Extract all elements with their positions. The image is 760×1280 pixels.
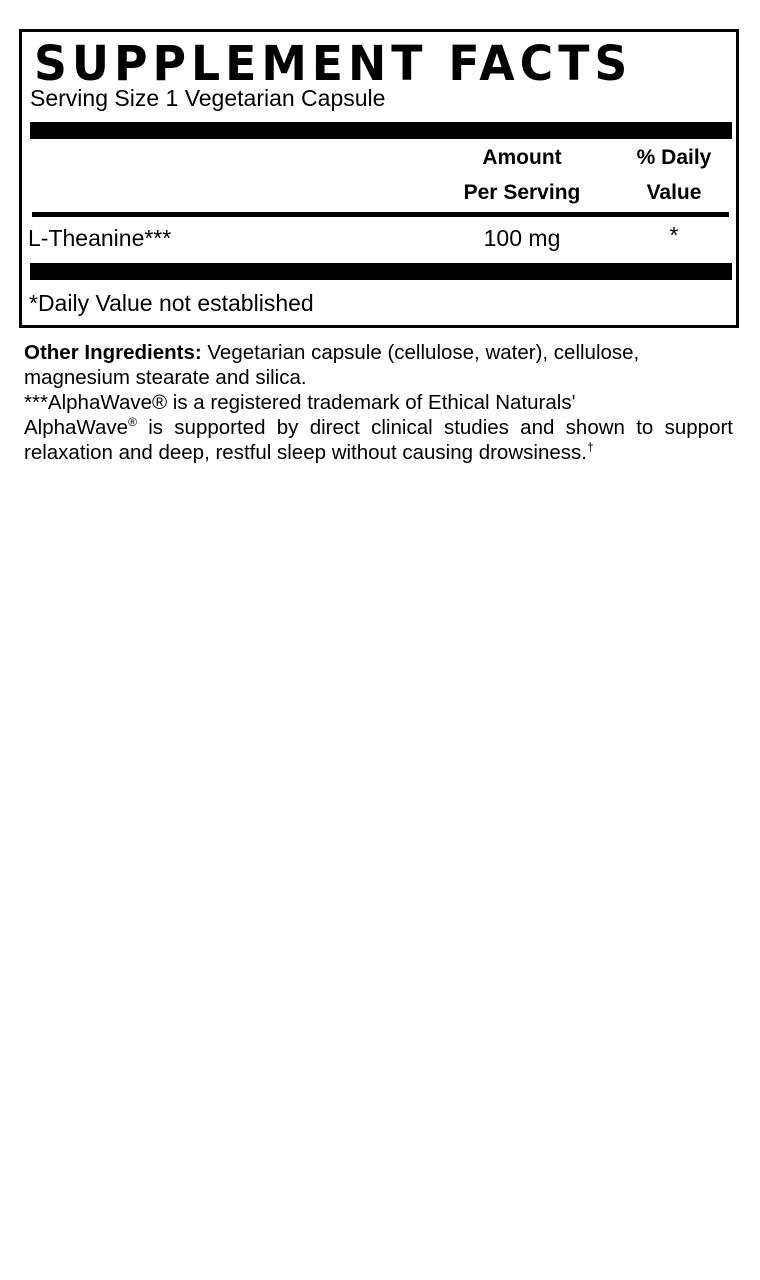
supplement-facts-panel [19,29,739,328]
label-text-block [24,340,733,465]
serving-size: Serving Size 1 Vegetarian Capsule [30,85,386,111]
claim-dagger: † [586,440,594,454]
claim-brand: AlphaWave [24,416,129,439]
amount-per-serving-header [442,140,602,210]
amount-header-line1: Amount [482,146,562,169]
trademark-notice: ***AlphaWave® is a registered trademark of Ethical Naturals' [24,391,576,414]
other-ingredients-list: Vegetarian capsule (cellulose, water), cellulose, magnesium stearate and silica. [24,341,640,389]
dv-header-line2: Value [646,181,702,204]
alphawave-claim [24,415,733,465]
other-ingredients [24,340,733,390]
thick-divider-bottom [30,263,732,280]
daily-value-footnote: *Daily Value not established [29,290,314,316]
nutrient-name: L-Theanine*** [28,225,172,251]
claim-text: is supported by direct clinical studies and shown to support relaxation and deep, restful sleep without causing drowsiness. [24,416,733,464]
claim-registered-mark: ® [128,415,137,429]
facts-title: SUPPLEMENT FACTS [34,34,633,92]
nutrient-amount: 100 mg [483,225,561,251]
other-ingredients-label: Other Ingredients: [24,341,202,364]
dv-header-line1: % Daily [636,146,712,169]
nutrient-daily-value: * [669,222,679,248]
thick-divider-top [30,122,732,139]
thin-divider [32,212,729,217]
amount-header-line2: Per Serving [463,181,581,204]
daily-value-header [614,140,734,210]
